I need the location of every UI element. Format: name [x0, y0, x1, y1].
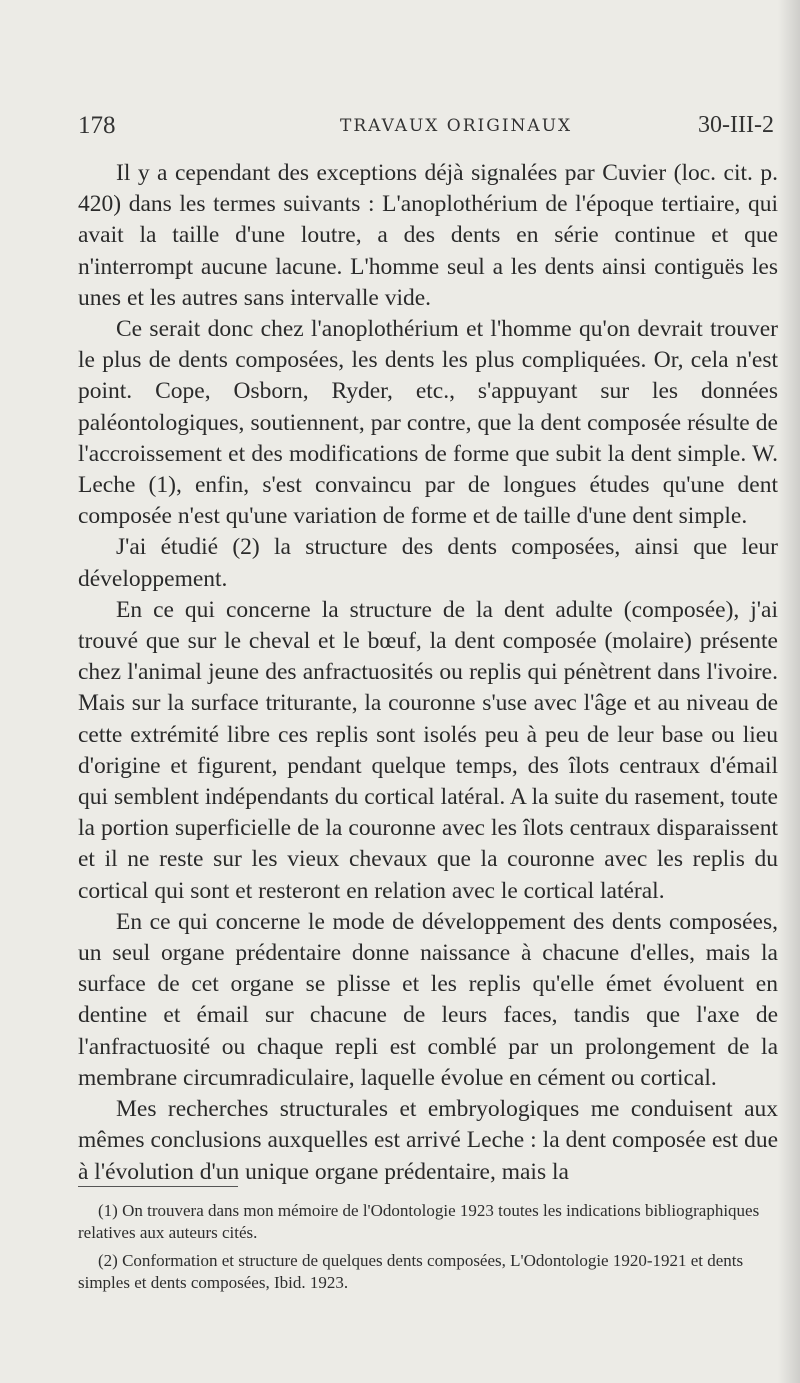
- running-header: [78, 112, 778, 142]
- page-edge-shadow: [778, 0, 800, 1383]
- footnote-2: (2) Conformation et structure de quelques dents composées, L'Odontologie 1920-1921 et dents simples et dents composées, Ibid. 1923.: [78, 1251, 744, 1292]
- footnote-1: (1) On trouvera dans mon mémoire de l'Odontologie 1923 toutes les indications bibliographiques relatives aux auteurs cités.: [78, 1201, 760, 1242]
- paragraph-1: Il y a cependant des exceptions déjà signalées par Cuvier (loc. cit. p. 420) dans les termes suivants : L'anoplothérium de l'époque tertiaire, qui avait la taille d'une loutre, a des dents en série continue et que n'interrompt aucune lacune. L'homme seul a les dents ainsi contiguës les unes et les autres sans intervalle vide.: [78, 160, 778, 311]
- paragraph-2: Ce serait donc chez l'anoplothérium et l'homme qu'on devrait trouver le plus de dents composées, les dents les plus compliquées. Or, cela n'est point. Cope, Osborn, Ryder, etc., s'appuyant sur les données paléontologiques, soutiennent, par contre, que la dent composée résulte de l'accroissement et des modifications de forme que subit la dent simple. W. Leche (1), enfin, s'est convaincu par de longues études qu'une dent composée n'est qu'une variation de forme et de taille d'une dent simple.: [78, 316, 778, 530]
- running-title: TRAVAUX ORIGINAUX: [340, 116, 573, 136]
- header-date: 30-III-2: [698, 112, 774, 138]
- paragraph-5: En ce qui concerne le mode de développement des dents composées, un seul organe prédentaire donne naissance à chacune d'elles, mais la surface de cet organe se plisse et les replis qu'elle émet évoluent en dentine et émail sur chacune de leurs faces, tandis que l'axe de l'anfractuosité ou chaque repli est comblé par un prolongement de la membrane circumradiculaire, laquelle évolue en cément ou cortical.: [78, 908, 778, 1091]
- footnote-rule: [78, 1186, 238, 1187]
- paragraph-6: Mes recherches structurales et embryologiques me conduisent aux mêmes conclusions auxquelles est arrivé Leche : la dent composée est due à l'évolution d'un unique organe prédentaire, mais la: [78, 1096, 778, 1185]
- footnotes: [78, 1200, 778, 1300]
- page-number: 178: [78, 112, 116, 139]
- main-text: [78, 158, 778, 1188]
- paragraph-4: En ce qui concerne la structure de la dent adulte (composée), j'ai trouvé que sur le cheval et le bœuf, la dent composée (molaire) présente chez l'animal jeune des anfractuosités ou replis qui pénètrent dans l'ivoire. Mais sur la surface triturante, la couronne s'use avec l'âge et au niveau de cette extrémité libre ces replis sont isolés peu à peu de leur base ou lieu d'origine et figurent, pendant quelque temps, des îlots centraux d'émail qui semblent indépendants du cortical latéral. A la suite du rasement, toute la portion superficielle de la couronne avec les îlots centraux disparaissent et il ne reste sur les vieux chevaux que la couronne avec les replis du cortical qui sont et resteront en relation avec le cortical latéral.: [78, 596, 778, 904]
- paragraph-3: J'ai étudié (2) la structure des dents composées, ainsi que leur développement.: [78, 534, 778, 592]
